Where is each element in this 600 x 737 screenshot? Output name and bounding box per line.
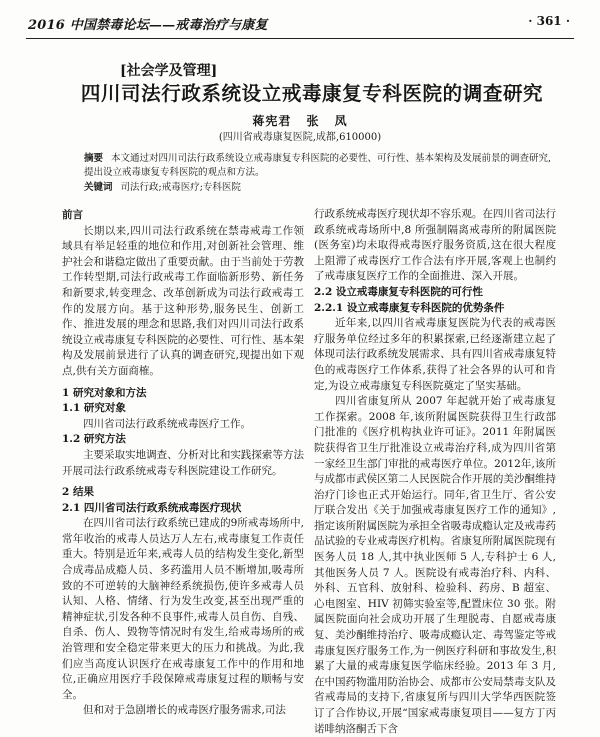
intro-paragraph: 长期以来,四川司法行政系统在禁毒戒毒工作领域具有举足轻重的地位和作用,对创新社会管理、维护社会和谐稳定做出了重要贡献。由于当前处于劳教工作转型期,司法行政戒毒工作面临新形势、新任务和新要求,转变理念、改革创新成为司法行政戒毒工作的发展方向。基于这种形势,服务民生、创新工作、推进发展的理念和思路,我们对四川司法行政系统设立戒毒康复专科医院的必要性、可行性、基本架构及发展前景进行了认真的调查研究,现提出如下观点,供有关方面商榷。 bbox=[62, 224, 304, 377]
right-paragraph-continued: 行政系统戒毒医疗现状却不容乐观。在四川省司法行政系统戒毒场所中,8 所强制隔离戒毒所的附属医院(医务室)均未取得戒毒医疗服务资质,这在很大程度上阻滞了戒毒医疗工作合法有序开展,客观上也制约了戒毒康复医疗工作的全面推进、深入开展。 bbox=[314, 208, 556, 283]
abstract-text: 本文通过对四川司法行政系统设立戒毒康复专科医院的必要性、可行性、基本架构及发展前景的调查研究,提出设立戒毒康复专科医院的观点和方法。 bbox=[84, 153, 552, 178]
section-1-heading: 1 研究对象和方法 bbox=[62, 386, 147, 399]
history-paragraph: 四川省康复所从 2007 年起就开始了戒毒康复工作探索。2008 年,该所附属医院获得卫生行政部门批准的《医疗机构执业许可证》。2011 年附属医院获得省卫生厅批准设立戒毒治疗科,成为四川省第一家经卫生部门审批的戒毒医疗单位。2012年,该所与成都市武侯区第二人民医院合作开展的美沙酮维持治疗门诊也正式开始运行。同年,省卫生厅、省公安厅联合发出《关于加强戒毒康复医疗工作的通知》,指定该所附属医院为承担全省吸毒成瘾认定及戒毒药品试验的专业戒毒医疗机构。省康复所附属医院现有医务人员 18 人,其中执业医师 5 人,专科护士 6 人,其他医务人员 7 人。医院设有戒毒治疗科、内科、外科、五官科、放射科、检验科、药房、B 超室、心电图室、HIV 初筛实验室等,配置床位 30 张。附属医院面向社会成功开展了生理脱毒、自愿戒毒康复、美沙酮维持治疗、吸毒成瘾认定、毒驾鉴定等戒毒康复医疗服务工作,为一例医疗科研和事故发生,积累了大量的戒毒康复医学临床经验。2013 年 3 月,在中国药物滥用防治协会、成都市公安局禁毒支队及省戒毒局的支持下,省康复所与四川大学华西医院签订了合作协议,开展“国家戒毒康复项目——复方丁丙诺啡纳洛酮舌下含 bbox=[314, 395, 556, 735]
section-tag: [社会学及管理] bbox=[120, 63, 218, 79]
section-2-2-heading: 2.2 设立戒毒康复专科医院的可行性 bbox=[314, 285, 483, 298]
abstract-label: 摘要 bbox=[84, 153, 104, 164]
keywords-text: 司法行政;戒毒医疗;专科医院 bbox=[120, 182, 241, 193]
article-affiliation: (四川省戒毒康复医院,成都,610000) bbox=[218, 132, 382, 143]
section-2-2-1-heading: 2.2.1 设立戒毒康复专科医院的优势条件 bbox=[314, 301, 505, 314]
section-2-heading: 2 结果 bbox=[62, 486, 94, 499]
section-2-1-paragraph: 在四川省司法行政系统已建成的9所戒毒场所中,常年收治的戒毒人员达万人左右,戒毒康复工作责任重大。特别是近年来,戒毒人员的结构发生变化,新型合成毒品成瘾人员、多药滥用人员不断增加,吸毒所致的不可逆转的大脑神经系统损伤,使许多戒毒人员认知、人格、情绪、行为发生改变,甚至出现严重的精神症状,引发各种不良事件,戒毒人员自伤、自残、自杀、伤人、毁物等情况时有发生,给戒毒场所的戒治管理和安全稳定带来更大的压力和挑战。为此,我们应当高度认识医疗在戒毒康复工作中的作用和地位,正确应用医疗手段保障戒毒康复过程的顺畅与安全。 bbox=[62, 517, 304, 701]
abstract bbox=[84, 152, 554, 180]
page-number: · 361 · bbox=[528, 14, 570, 28]
intro-heading: 前言 bbox=[62, 209, 83, 221]
section-2-1-heading: 2.1 四川省司法行政系统戒毒医疗现状 bbox=[62, 501, 242, 514]
section-1-1-text: 四川省司法行政系统戒毒医疗工作。 bbox=[83, 417, 251, 430]
section-1-2-heading: 1.2 研究方法 bbox=[62, 433, 126, 446]
keywords bbox=[84, 181, 554, 195]
section-2-1-paragraph-continued: 但和对于急剧增长的戒毒医疗服务需求,司法 bbox=[83, 704, 286, 717]
left-column bbox=[62, 208, 304, 719]
right-column bbox=[314, 207, 556, 737]
section-1-2-text: 主要采取实地调查、分析对比和实践探索等方法开展司法行政系统戒毒专科医院建设工作研究。 bbox=[62, 448, 304, 477]
advantages-paragraph: 近年来,以四川省戒毒康复医院为代表的戒毒医疗服务单位经过多年的积累探索,已经逐渐建立起了体现司法行政系统发展需求、具有四川省戒毒康复特色的戒毒医疗工作体系,获得了社会各界的认可和肯定,为设立戒毒康复专科医院奠定了坚实基础。 bbox=[314, 317, 556, 392]
article-title: 四川司法行政系统设立戒毒康复专科医院的调查研究 bbox=[80, 82, 544, 105]
section-1-1-heading: 1.1 研究对象 bbox=[62, 402, 126, 415]
keywords-label: 关键词 bbox=[84, 182, 113, 193]
header-rule bbox=[26, 38, 574, 39]
article-authors: 蒋宪君 张 凤 bbox=[252, 114, 348, 128]
running-header-journal: 2016 中国禁毒论坛——戒毒治疗与康复 bbox=[28, 18, 268, 33]
